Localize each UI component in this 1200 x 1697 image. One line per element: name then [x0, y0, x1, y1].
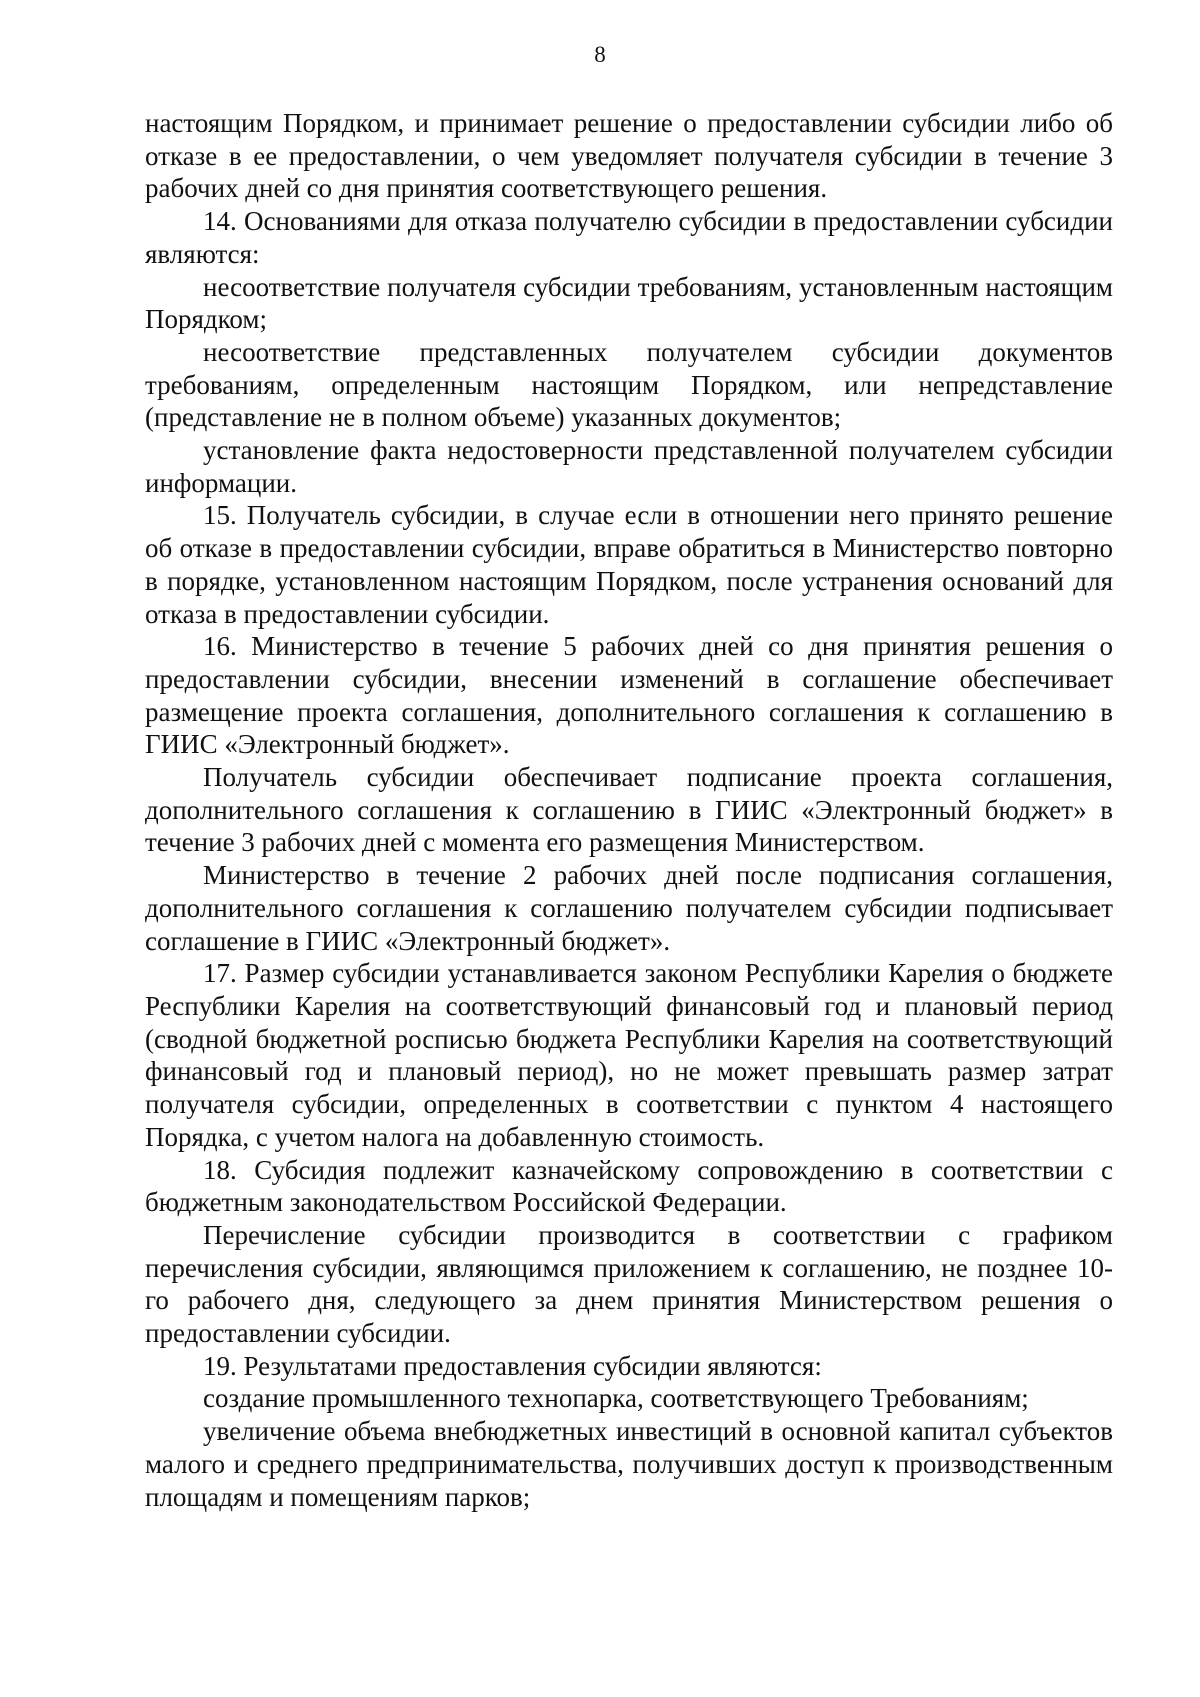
paragraph-item-16: 16. Министерство в течение 5 рабочих дней со дня принятия решения о предоставлении субсидии, внесении изменений в соглашение обеспечивает размещение проекта соглашения, дополнительного соглашения к соглашению в ГИИС «Электронный бюджет». [145, 631, 1113, 760]
paragraph-item-17: 17. Размер субсидии устанавливается законом Республики Карелия о бюджете Республики Карелия на соответствующий финансовый год и плановый период (сводной бюджетной росписью бюджета Республики Карелия на соответствующий финансовый год и плановый период), но не может превышать размер затрат получателя субсидии, определенных в соответствии с пунктом 4 настоящего Порядка, с учетом налога на добавленную стоимость. [145, 958, 1113, 1152]
page-number: 8 [594, 42, 606, 67]
paragraph-item-18: 18. Субсидия подлежит казначейскому сопровождению в соответствии с бюджетным законодательством Российской Федерации. [145, 1154, 1113, 1218]
paragraph-refusal-ground-2: несоответствие представленных получателем субсидии документов требованиям, определенным настоящим Порядком, или непредставление (представление не в полном объеме) указанных документов; [145, 336, 1113, 433]
paragraph-item-18-transfer: Перечисление субсидии производится в соответствии с графиком перечисления субсидии, являющимся приложением к соглашению, не позднее 10-го рабочего дня, следующего за днем принятия Министерством решения о предоставлении субсидии. [145, 1219, 1113, 1349]
paragraph-item-19: 19. Результатами предоставления субсидии являются: [203, 1350, 822, 1381]
paragraph-item-16-recipient-signing: Получатель субсидии обеспечивает подписание проекта соглашения, дополнительного соглашения к соглашению в ГИИС «Электронный бюджет» в течение 3 рабочих дней с момента его размещения Министерством. [145, 762, 1113, 858]
paragraph-refusal-ground-1: несоответствие получателя субсидии требованиям, установленным настоящим Порядком; [145, 271, 1113, 335]
document-body [145, 107, 1113, 1513]
paragraph-refusal-ground-3: установление факта недостоверности представленной получателем субсидии информации. [145, 435, 1113, 498]
paragraph-result-2: увеличение объема внебюджетных инвестиций в основной капитал субъектов малого и среднего предпринимательства, получивших доступ к производственным площадям и помещениям парков; [145, 1416, 1113, 1512]
paragraph-result-1: создание промышленного технопарка, соответствующего Требованиям; [203, 1383, 1029, 1414]
paragraph-item-15: 15. Получатель субсидии, в случае если в отношении него принято решение об отказе в предоставлении субсидии, вправе обратиться в Министерство повторно в порядке, установленном настоящим Порядком, после устранения оснований для отказа в предоставлении субсидии. [145, 500, 1113, 629]
paragraph-item-14: 14. Основаниями для отказа получателю субсидии в предоставлении субсидии являются: [145, 206, 1113, 269]
paragraph-item-16-ministry-signing: Министерство в течение 2 рабочих дней после подписания соглашения, дополнительного соглашения к соглашению получателем субсидии подписывает соглашение в ГИИС «Электронный бюджет». [145, 860, 1113, 956]
paragraph-continuation: настоящим Порядком, и принимает решение о предоставлении субсидии либо об отказе в ее предоставлении, о чем уведомляет получателя субсидии в течение 3 рабочих дней со дня принятия соответствующего решения. [145, 108, 1113, 204]
